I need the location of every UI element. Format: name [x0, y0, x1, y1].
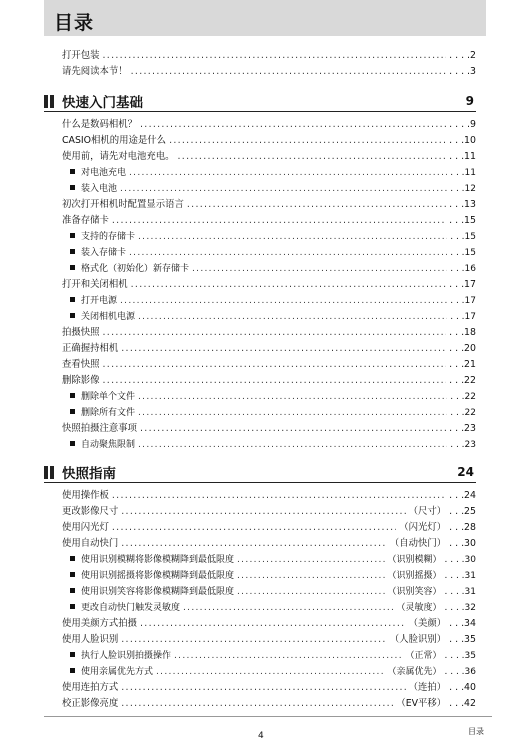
entry-title: 支持的存储卡	[81, 232, 136, 242]
dot-leader	[120, 181, 447, 197]
toc-entry[interactable]	[44, 117, 476, 133]
dot-leader	[138, 437, 447, 453]
dot-leader	[103, 325, 447, 341]
footer-divider	[44, 716, 492, 717]
toc-entry[interactable]	[44, 197, 476, 213]
toc-subentry[interactable]	[44, 165, 476, 181]
square-bullet-icon	[70, 393, 75, 398]
entry-mode-label: （亲属优先）	[387, 667, 442, 677]
entry-page: . . .17	[449, 279, 476, 290]
entry-title: 使用操作板	[62, 490, 109, 501]
square-bullet-icon	[70, 185, 75, 190]
dot-leader	[131, 64, 447, 80]
dot-leader	[237, 584, 384, 600]
toc-entry[interactable]	[44, 616, 476, 632]
entry-page: . . .11	[449, 151, 476, 162]
toc-subentry[interactable]	[44, 664, 476, 680]
dot-leader	[138, 389, 447, 405]
entry-page: . . .30	[449, 538, 476, 549]
entry-page: . . . .2	[449, 50, 476, 61]
entry-title: 关闭相机电源	[81, 312, 136, 322]
square-bullet-icon	[70, 604, 75, 609]
dot-leader	[156, 664, 384, 680]
dot-leader	[112, 520, 396, 536]
entry-page: . . .24	[449, 490, 476, 501]
entry-page: . . .42	[449, 698, 476, 709]
entry-title: 使用亲属优先方式	[81, 667, 154, 677]
dot-leader	[112, 488, 446, 504]
dot-leader	[103, 48, 447, 64]
dot-leader	[178, 149, 447, 165]
entry-page: . . .15	[449, 215, 476, 226]
entry-title: 使用美颜方式拍摄	[62, 618, 138, 629]
entry-page: . . .16	[450, 264, 476, 274]
entry-mode-label: （识别摇摄）	[387, 571, 442, 581]
entry-page: . . .21	[449, 359, 476, 370]
toc-subentry[interactable]	[44, 389, 476, 405]
dot-leader	[169, 133, 446, 149]
entry-page: . . . .32	[444, 603, 476, 613]
entry-title: 更改自动快门触发灵敏度	[81, 603, 181, 613]
section-heading-snapshot-guide[interactable]	[44, 462, 476, 483]
square-bullet-icon	[70, 668, 75, 673]
entry-mode-label: （识别模糊）	[387, 555, 442, 565]
entry-title: 执行人脸识别拍摄操作	[81, 651, 172, 661]
toc-subentry[interactable]	[44, 293, 476, 309]
section-quick-start-list	[44, 117, 476, 453]
entry-title: 自动聚焦限制	[81, 440, 136, 450]
footer-page-number: 4	[258, 731, 264, 741]
entry-page: . . .12	[450, 184, 476, 194]
entry-page: . . .15	[450, 248, 476, 258]
entry-page: . . . .36	[444, 667, 476, 677]
toc-entry[interactable]	[44, 696, 476, 712]
footer-label: 目录	[468, 727, 484, 736]
entry-title: 校正影像亮度	[62, 698, 119, 709]
dot-leader	[140, 117, 446, 133]
entry-title: 删除所有文件	[81, 408, 136, 418]
entry-mode-label: （连拍）	[408, 682, 447, 693]
dot-leader	[174, 648, 402, 664]
square-bullet-icon	[70, 313, 75, 318]
entry-page: . . . .35	[444, 651, 476, 661]
entry-page: . . .11	[450, 168, 476, 178]
dot-leader	[140, 421, 446, 437]
entry-mode-label: （EV平移）	[396, 698, 447, 709]
toc-entry[interactable]	[44, 213, 476, 229]
entry-page: . . . .9	[449, 119, 476, 130]
square-bullet-icon	[70, 652, 75, 657]
entry-title: 准备存储卡	[62, 215, 109, 226]
entry-title: 删除影像	[62, 375, 100, 386]
dot-leader	[138, 405, 447, 421]
dot-leader	[120, 293, 447, 309]
header-bar	[44, 0, 486, 36]
dot-leader	[237, 568, 384, 584]
toc-subentry[interactable]	[44, 552, 476, 568]
dot-leader	[103, 373, 447, 389]
entry-page: . . .22	[450, 392, 476, 402]
section-title: 快速入门基础	[62, 95, 143, 111]
entry-title: 什么是数码相机？	[62, 119, 138, 130]
toc-entry[interactable]	[44, 48, 476, 64]
entry-title: 正确握持相机	[62, 343, 119, 354]
entry-page: . . .25	[449, 506, 476, 517]
entry-mode-label: （正常）	[405, 651, 442, 661]
dot-leader	[121, 696, 393, 712]
dot-leader	[187, 197, 446, 213]
dot-leader	[121, 341, 446, 357]
section-marker-icon	[50, 95, 54, 108]
entry-mode-label: （闪光灯）	[399, 522, 447, 533]
dot-leader	[121, 632, 387, 648]
toc-entry[interactable]	[44, 632, 476, 648]
section-marker-icon	[44, 95, 48, 108]
entry-title: 使用人脸识别	[62, 634, 119, 645]
toc-subentry[interactable]	[44, 568, 476, 584]
entry-page: . . .17	[450, 296, 476, 306]
entry-mode-label: （识别笑容）	[387, 587, 442, 597]
toc-entry[interactable]	[44, 421, 476, 437]
entry-page: . . .18	[449, 327, 476, 338]
entry-title: 删除单个文件	[81, 392, 136, 402]
entry-page: . . .40	[449, 682, 476, 693]
section-marker-icon	[50, 466, 54, 479]
toc-subentry[interactable]	[44, 584, 476, 600]
entry-title: CASIO相机的用途是什么	[62, 135, 167, 146]
square-bullet-icon	[70, 233, 75, 238]
toc-entry[interactable]	[44, 357, 476, 373]
entry-page: . . .28	[449, 522, 476, 533]
entry-title: 打开电源	[81, 296, 118, 306]
square-bullet-icon	[70, 556, 75, 561]
dot-leader	[121, 504, 405, 520]
toc-entry[interactable]	[44, 488, 476, 504]
entry-title: 初次打开相机时配置显示语言	[62, 199, 184, 210]
toc-entry[interactable]	[44, 149, 476, 165]
dot-leader	[140, 616, 406, 632]
dot-leader	[129, 245, 447, 261]
square-bullet-icon	[70, 588, 75, 593]
entry-title: 使用闪光灯	[62, 522, 109, 533]
entry-title: 装入电池	[81, 184, 118, 194]
entry-page: . . .20	[449, 343, 476, 354]
toc-entry[interactable]	[44, 680, 476, 696]
entry-title: 打开包装	[62, 50, 100, 61]
toc-subentry[interactable]	[44, 437, 476, 453]
entry-title: 使用识别笑容将影像模糊降到最低限度	[81, 587, 235, 597]
entry-title: 快照拍摄注意事项	[62, 423, 138, 434]
square-bullet-icon	[70, 249, 75, 254]
toc-entry[interactable]	[44, 325, 476, 341]
entry-page: . . .23	[450, 440, 476, 450]
entry-mode-label: （灵敏度）	[396, 603, 442, 613]
entry-page: . . .22	[449, 375, 476, 386]
toc-subentry[interactable]	[44, 648, 476, 664]
dot-leader	[138, 309, 447, 325]
toc-subentry[interactable]	[44, 181, 476, 197]
entry-mode-label: （自动快门）	[389, 538, 447, 549]
entry-title: 对电池充电	[81, 168, 127, 178]
dot-leader	[192, 261, 447, 277]
entry-title: 使用连拍方式	[62, 682, 119, 693]
entry-title: 更改影像尺寸	[62, 506, 119, 517]
entry-page: . . .35	[449, 634, 476, 645]
toc-entry[interactable]	[44, 64, 476, 80]
square-bullet-icon	[70, 409, 75, 414]
dot-leader	[121, 680, 405, 696]
entry-page: . . .10	[449, 135, 476, 146]
toc-subentry[interactable]	[44, 229, 476, 245]
entry-page: . . .17	[450, 312, 476, 322]
dot-leader	[183, 600, 393, 616]
section-snapshot-guide-list	[44, 488, 476, 712]
square-bullet-icon	[70, 572, 75, 577]
entry-mode-label: （人脸识别）	[389, 634, 447, 645]
entry-title: 使用前，请先对电池充电。	[62, 151, 175, 162]
entry-mode-label: （尺寸）	[408, 506, 447, 517]
toc-entry[interactable]	[44, 504, 476, 520]
entry-page: . . . .31	[444, 587, 476, 597]
dot-leader	[131, 277, 447, 293]
dot-leader	[237, 552, 384, 568]
entry-page: . . . .31	[444, 571, 476, 581]
table-of-contents	[44, 48, 476, 712]
square-bullet-icon	[70, 441, 75, 446]
page-title: 目录	[54, 12, 95, 34]
entry-page: . . .34	[449, 618, 476, 629]
section-page: 9	[465, 94, 474, 108]
entry-title: 使用识别模糊将影像模糊降到最低限度	[81, 555, 235, 565]
entry-mode-label: （美颜）	[408, 618, 447, 629]
entry-title: 装入存储卡	[81, 248, 127, 258]
entry-page: . . .15	[450, 232, 476, 242]
entry-title: 使用自动快门	[62, 538, 119, 549]
dot-leader	[129, 165, 447, 181]
entry-title: 查看快照	[62, 359, 100, 370]
square-bullet-icon	[70, 169, 75, 174]
dot-leader	[103, 357, 447, 373]
toc-entry[interactable]	[44, 373, 476, 389]
toc-subentry[interactable]	[44, 309, 476, 325]
intro-list	[44, 48, 476, 80]
toc-entry[interactable]	[44, 520, 476, 536]
dot-leader	[138, 229, 447, 245]
entry-title: 请先阅读本节！	[62, 66, 128, 77]
entry-title: 打开和关闭相机	[62, 279, 128, 290]
square-bullet-icon	[70, 297, 75, 302]
toc-entry[interactable]	[44, 536, 476, 552]
toc-entry[interactable]	[44, 277, 476, 293]
entry-page: . . .22	[450, 408, 476, 418]
entry-page: . . .13	[449, 199, 476, 210]
entry-page: . . .23	[449, 423, 476, 434]
toc-subentry[interactable]	[44, 405, 476, 421]
dot-leader	[112, 213, 446, 229]
toc-subentry[interactable]	[44, 600, 476, 616]
entry-page: . . . .3	[449, 66, 476, 77]
section-heading-quick-start[interactable]	[44, 91, 476, 112]
toc-entry[interactable]	[44, 341, 476, 357]
section-title: 快照指南	[62, 466, 116, 482]
entry-title: 使用识别摇摄将影像模糊降到最低限度	[81, 571, 235, 581]
section-marker-icon	[44, 466, 48, 479]
entry-page: . . . .30	[444, 555, 476, 565]
toc-subentry[interactable]	[44, 245, 476, 261]
section-page: 24	[457, 465, 474, 479]
toc-subentry[interactable]	[44, 261, 476, 277]
dot-leader	[121, 536, 387, 552]
square-bullet-icon	[70, 265, 75, 270]
entry-title: 格式化（初始化）新存储卡	[81, 264, 190, 274]
toc-entry[interactable]	[44, 133, 476, 149]
entry-title: 拍摄快照	[62, 327, 100, 338]
